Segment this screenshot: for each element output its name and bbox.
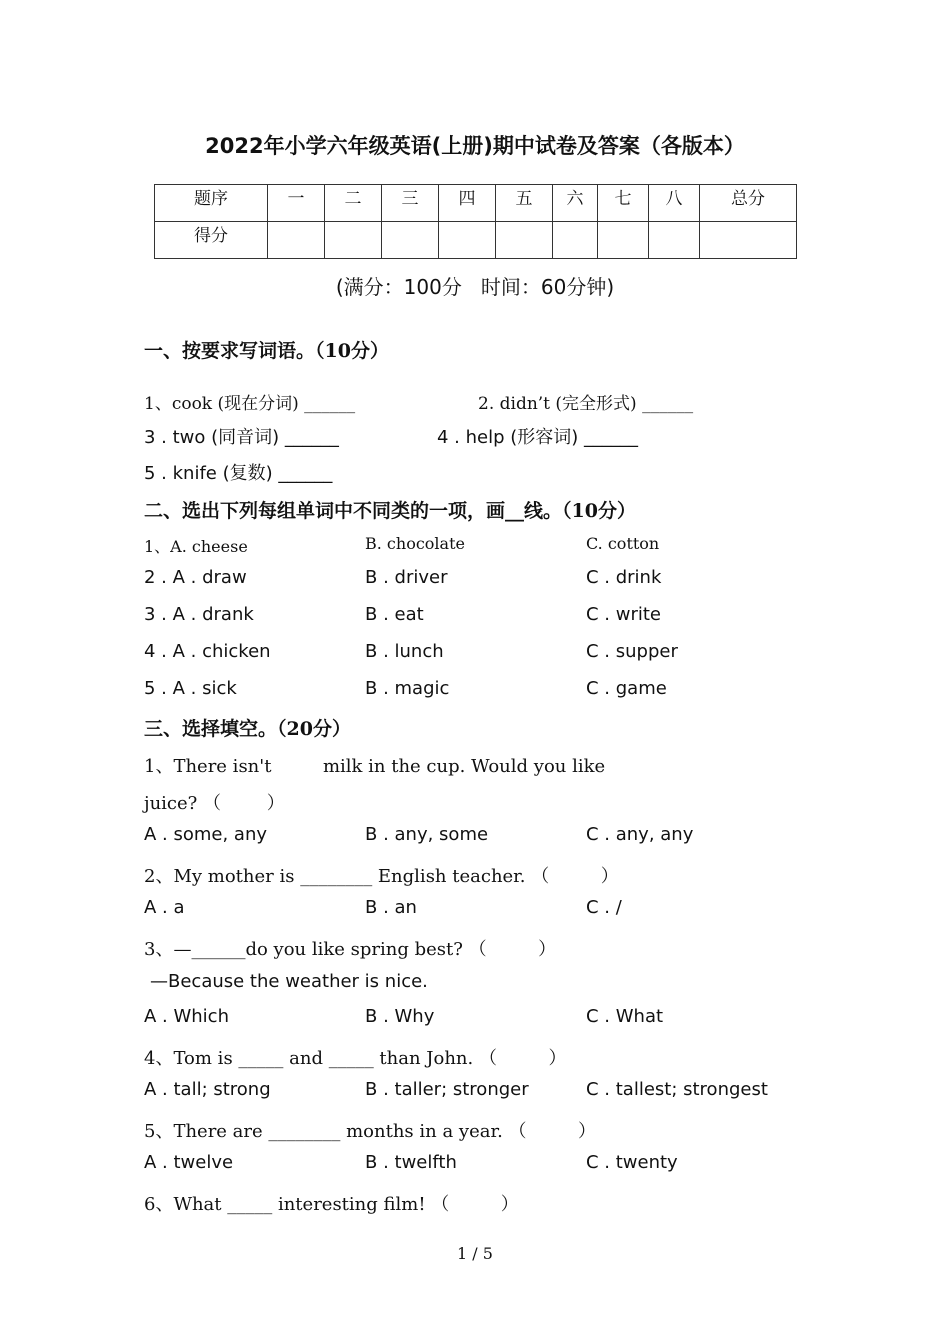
s2-row4-option-b: B . lunch [365, 641, 444, 662]
score-input-cell[interactable] [268, 222, 325, 259]
s2-row3-option-b: B . eat [365, 604, 424, 625]
s1-question-5: 5 . knife (复数) ______ [144, 463, 333, 484]
s3-q2-option-a: A . a [144, 897, 185, 918]
score-header-cell: 总分 [700, 185, 797, 222]
s3-q2-option-b: B . an [365, 897, 417, 918]
s3-question-2: 2、My mother is ________ English teacher. （ ） [144, 866, 619, 887]
s2-row1-option-c: C. cotton [586, 534, 660, 553]
score-header-cell: 三 [382, 185, 439, 222]
section3-heading: 三、选择填空。（20分） [144, 718, 351, 740]
score-table-score-row [155, 222, 797, 259]
s3-q3-option-b: B . Why [365, 1006, 435, 1027]
s1-question-1: 1、cook (现在分词) ______ [144, 394, 356, 414]
score-input-cell[interactable] [700, 222, 797, 259]
score-input-cell[interactable] [649, 222, 700, 259]
s2-row3-option-c: C . write [586, 604, 661, 625]
s3-question-6: 6、What _____ interesting film! （ ） [144, 1194, 519, 1215]
s3-question-3-reply: —Because the weather is nice. [150, 971, 428, 992]
score-header-cell: 五 [496, 185, 553, 222]
s3-q5-option-b: B . twelfth [365, 1152, 457, 1173]
score-header-cell: 题序 [155, 185, 268, 222]
score-header-cell: 八 [649, 185, 700, 222]
s2-row3-option-a: 3 . A . drank [144, 604, 254, 625]
score-header-cell: 四 [439, 185, 496, 222]
s2-row1-option-b: B. chocolate [365, 534, 465, 553]
score-header-cell: 一 [268, 185, 325, 222]
s3-question-1-cont: juice? （ ） [144, 793, 285, 814]
s2-row5-option-a: 5 . A . sick [144, 678, 237, 699]
page-title: 2022年小学六年级英语(上册)期中试卷及答案（各版本） [205, 134, 745, 158]
s2-row2-option-b: B . driver [365, 567, 448, 588]
s3-q2-option-c: C . / [586, 897, 622, 918]
s2-row5-option-c: C . game [586, 678, 667, 699]
s3-q4-option-a: A . tall; strong [144, 1079, 271, 1100]
s2-row5-option-b: B . magic [365, 678, 450, 699]
s3-q1-option-a: A . some, any [144, 824, 268, 845]
score-input-cell[interactable] [496, 222, 553, 259]
s2-row4-option-c: C . supper [586, 641, 678, 662]
page-number: 1 / 5 [457, 1244, 493, 1263]
score-header-cell: 七 [598, 185, 649, 222]
s3-q3-option-a: A . Which [144, 1006, 229, 1027]
score-input-cell[interactable] [382, 222, 439, 259]
score-input-cell[interactable] [598, 222, 649, 259]
score-header-cell: 六 [553, 185, 598, 222]
s3-q5-option-c: C . twenty [586, 1152, 678, 1173]
s3-q3-option-c: C . What [586, 1006, 664, 1027]
s3-q1-option-c: C . any, any [586, 824, 694, 845]
score-input-cell[interactable] [553, 222, 598, 259]
score-table-header-row [155, 185, 797, 222]
s2-row4-option-a: 4 . A . chicken [144, 641, 271, 662]
score-table [154, 184, 797, 259]
score-input-cell[interactable] [325, 222, 382, 259]
s2-row2-option-c: C . drink [586, 567, 662, 588]
s3-q4-option-c: C . tallest; strongest [586, 1079, 768, 1100]
s3-question-4: 4、Tom is _____ and _____ than John. （ ） [144, 1048, 567, 1069]
s2-row2-option-a: 2 . A . draw [144, 567, 247, 588]
exam-info: (满分：100分 时间：60分钟) [335, 275, 615, 299]
s1-question-2: 2. didn’t (完全形式) ______ [478, 394, 694, 414]
s2-row1-option-a: 1、A. cheese [144, 537, 248, 556]
score-input-cell[interactable] [439, 222, 496, 259]
s3-q5-option-a: A . twelve [144, 1152, 234, 1173]
section2-heading: 二、选出下列每组单词中不同类的一项，画__线。（10分） [144, 500, 636, 522]
s3-q4-option-b: B . taller; stronger [365, 1079, 529, 1100]
s3-question-1: 1、There isn't milk in the cup. Would you like [144, 756, 606, 777]
s1-question-4: 4 . help (形容词) ______ [437, 427, 639, 448]
score-row-label: 得分 [155, 222, 268, 259]
s1-question-3: 3 . two (同音词) ______ [144, 427, 339, 448]
s3-question-3: 3、—______do you like spring best? （ ） [144, 939, 557, 960]
score-header-cell: 二 [325, 185, 382, 222]
section1-heading: 一、按要求写词语。（10分） [144, 340, 389, 362]
s3-question-5: 5、There are ________ months in a year. （ ） [144, 1121, 597, 1142]
s3-q1-option-b: B . any, some [365, 824, 489, 845]
